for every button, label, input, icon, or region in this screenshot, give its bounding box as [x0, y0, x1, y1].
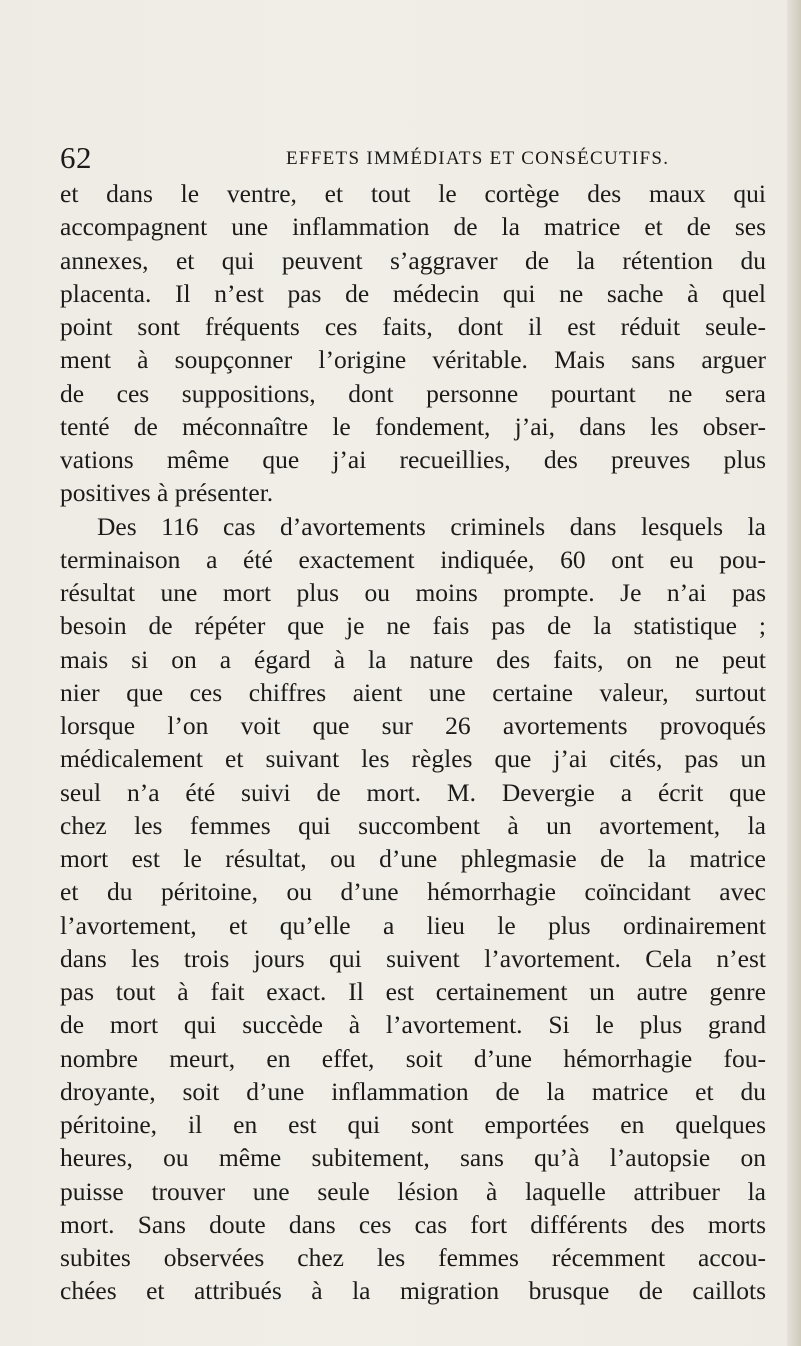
text-line: pas tout à fait exact. Il est certainement un autre genre: [60, 977, 766, 1006]
text-line: mort est le résultat, ou d’une phlegmasie de la matrice: [60, 844, 766, 873]
text-line: puisse trouver une seule lésion à laquelle attribuer la: [60, 1176, 766, 1206]
text-line: annexes, et qui peuvent s’aggraver de la rétention du: [60, 245, 766, 275]
text-line: vations même que j’ai recueillies, des preuves plus: [60, 445, 766, 474]
text-line: chez les femmes qui succombent à un avortement, la: [60, 810, 766, 840]
text-line: seul n’a été suivi de mort. M. Devergie a écrit que: [60, 777, 766, 807]
text-line: ment à soupçonner l’origine véritable. Mais sans arguer: [60, 345, 766, 375]
text-line: de mort qui succède à l’avortement. Si le plus grand: [60, 1010, 766, 1040]
text-line: et dans le ventre, et tout le cortège des maux qui: [60, 179, 766, 208]
text-line: résultat une mort plus ou moins prompte. Je n’ai pas: [60, 578, 766, 607]
text-line: nombre meurt, en effet, soit d’une hémorrhagie fou-: [60, 1043, 766, 1073]
page-header: [60, 138, 760, 178]
running-title: EFFETS IMMÉDIATS ET CONSÉCUTIFS.: [286, 148, 670, 169]
text-line: tenté de méconnaître le fondement, j’ai, dans les obser-: [60, 411, 766, 441]
page-number: 62: [60, 140, 92, 175]
text-line: heures, ou même subitement, sans qu’à l’autopsie on: [60, 1143, 766, 1173]
text-line: dans les trois jours qui suivent l’avortement. Cela n’est: [60, 943, 766, 973]
body-text: [60, 177, 766, 1308]
text-line: accompagnent une inflammation de la matrice et de ses: [60, 212, 766, 242]
text-line: chées et attribués à la migration brusque de caillots: [60, 1276, 766, 1306]
text-line: péritoine, il en est qui sont emportées en quelques: [60, 1110, 766, 1139]
text-line: droyante, soit d’une inflammation de la matrice et du: [60, 1076, 766, 1106]
text-line: mais si on a égard à la nature des faits, on ne peut: [60, 644, 766, 674]
text-line: l’avortement, et qu’elle a lieu le plus ordinairement: [60, 910, 766, 940]
text-line: de ces suppositions, dont personne pourtant ne sera: [60, 378, 766, 408]
text-line: lorsque l’on voit que sur 26 avortements provoqués: [60, 711, 766, 740]
text-line: médicalement et suivant les règles que j’ai cités, pas un: [60, 744, 766, 774]
page-edge: [787, 0, 801, 1346]
text-line: placenta. Il n’est pas de médecin qui ne sache à quel: [60, 278, 766, 308]
paragraph-start-line: Des 116 cas d’avortements criminels dans lesquels la: [97, 511, 766, 541]
text-line: point sont fréquents ces faits, dont il est réduit seule-: [60, 312, 766, 341]
text-line: et du péritoine, ou d’une hémorrhagie coïncidant avec: [60, 877, 766, 907]
text-line: terminaison a été exactement indiquée, 60 ont eu pou-: [60, 544, 766, 574]
text-line: nier que ces chiffres aient une certaine valeur, surtout: [60, 677, 766, 707]
paragraph-end-line: positives à présenter.: [60, 478, 274, 508]
text-line: subites observées chez les femmes récemment accou-: [60, 1243, 766, 1272]
text-line: besoin de répéter que je ne fais pas de la statistique ;: [60, 611, 766, 641]
text-line: mort. Sans doute dans ces cas fort différents des morts: [60, 1209, 766, 1239]
